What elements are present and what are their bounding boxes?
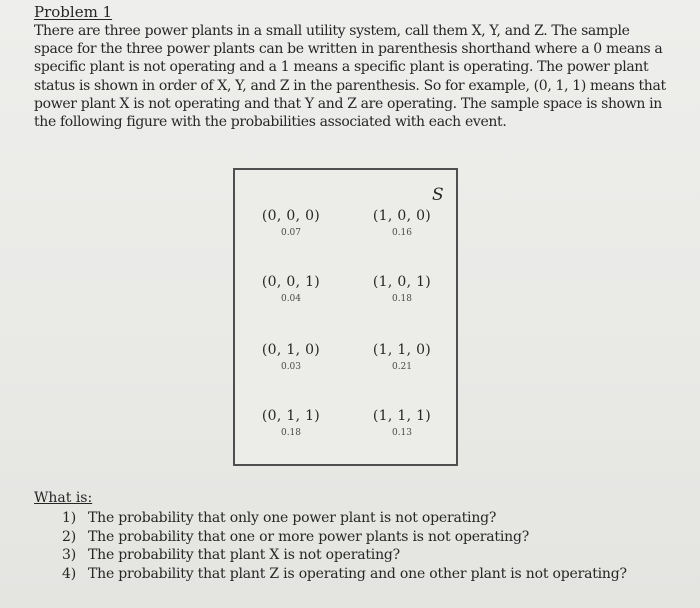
event-cell (241, 408, 341, 438)
event-tuple: (1, 0, 1) (372, 274, 432, 290)
question-number: 2) (62, 528, 76, 545)
sample-space-label: S (432, 185, 444, 205)
event-cell (352, 274, 452, 304)
event-tuple: (0, 1, 0) (261, 342, 321, 358)
question-number: 4) (62, 565, 76, 582)
questions-section (34, 490, 674, 583)
event-cell (352, 342, 452, 372)
event-probability: 0.18 (391, 294, 413, 304)
questions-list (34, 509, 674, 583)
event-tuple: (0, 1, 1) (261, 408, 321, 424)
question-item (62, 565, 674, 584)
question-number: 3) (62, 547, 76, 563)
event-probability: 0.18 (280, 428, 302, 438)
question-text: The probability that plant Z is operating and one other plant is not operating? (88, 565, 627, 582)
question-item (62, 509, 674, 528)
questions-title: What is: (34, 490, 93, 506)
question-text: The probability that one or more power plants is not operating? (88, 528, 530, 545)
question-text: The probability that only one power plant is not operating? (88, 510, 497, 526)
question-item (62, 528, 674, 547)
event-cell (352, 208, 452, 238)
event-probability: 0.07 (280, 228, 302, 238)
sample-space-diagram (233, 168, 458, 466)
event-cell (241, 342, 341, 372)
event-cell (241, 208, 341, 238)
event-cell (241, 274, 341, 304)
question-item (62, 546, 674, 565)
event-probability: 0.13 (391, 428, 413, 438)
event-probability: 0.04 (280, 294, 302, 304)
event-tuple: (1, 1, 1) (372, 408, 432, 424)
event-tuple: (1, 1, 0) (372, 342, 432, 358)
event-tuple: (0, 0, 1) (261, 274, 321, 290)
event-probability: 0.16 (391, 228, 413, 238)
event-tuple: (0, 0, 0) (261, 208, 321, 224)
event-probability: 0.03 (280, 362, 302, 372)
event-tuple: (1, 0, 0) (372, 208, 432, 224)
event-probability: 0.21 (391, 362, 413, 372)
question-text: The probability that plant X is not operating? (88, 547, 400, 563)
problem-intro: There are three power plants in a small utility system, call them X, Y, and Z. The sample space for the three power plants can be written in parenthesis shorthand where a 0 means a specific plant is not operating and a 1 means a specific plant is operating. The power plant status is shown in order of X, Y, and Z in the parenthesis. So for example, (0, 1, 1) means that power plant X is not operating and that Y and Z are operating. The sample space is shown in the following figure with the probabilities associated with each event. (34, 23, 666, 131)
event-cell (352, 408, 452, 438)
question-number: 1) (62, 510, 76, 526)
problem-heading: Problem 1 (34, 3, 113, 21)
